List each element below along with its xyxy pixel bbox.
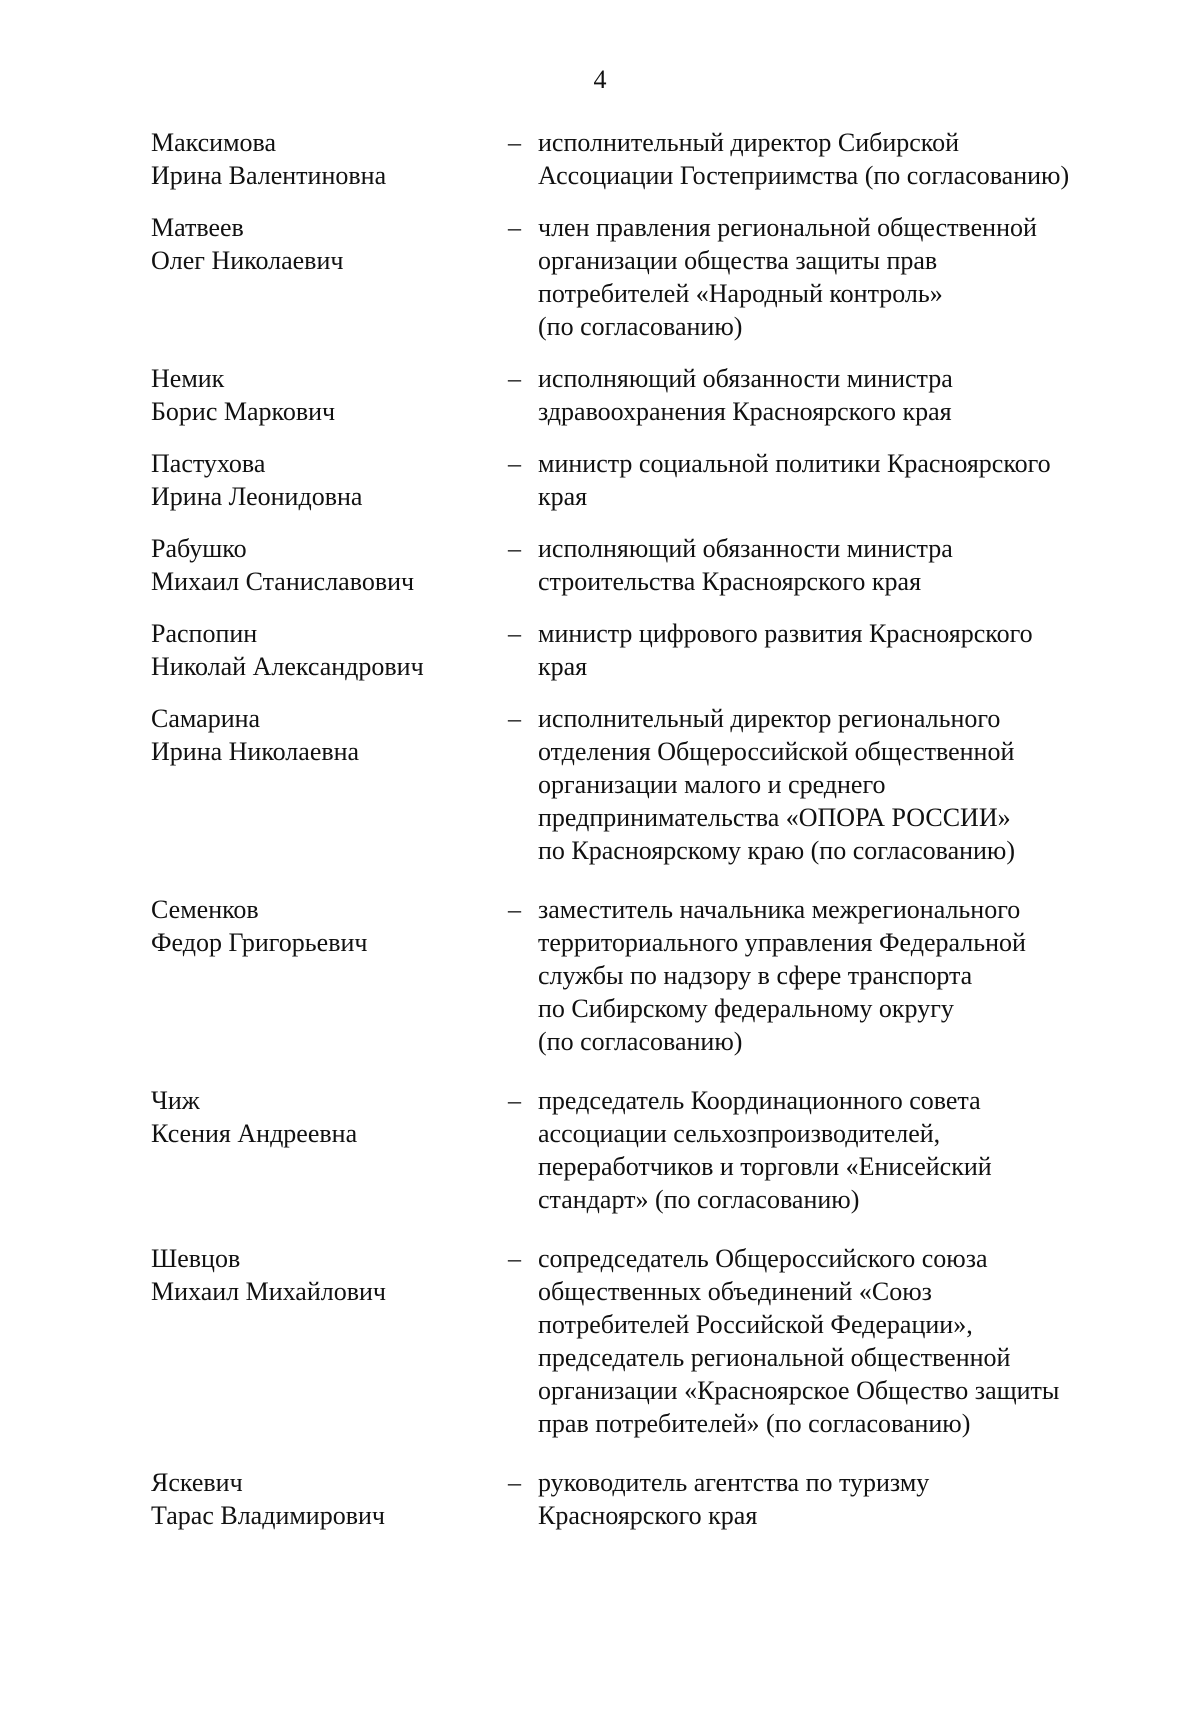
page-number: 4 <box>593 65 607 94</box>
member-list <box>151 126 1151 1532</box>
member-name <box>151 211 508 277</box>
list-item <box>151 532 1151 598</box>
member-given-names: Олег Николаевич <box>151 246 344 275</box>
member-position: министр социальной политики Красноярского края <box>538 449 1051 511</box>
dash-separator: – <box>508 1244 521 1273</box>
dash-separator: – <box>508 534 521 563</box>
member-given-names: Михаил Станиславович <box>151 567 415 596</box>
member-position: исполнительный директор регионального отделения Общероссийской общественной организации малого и среднего предпринимательства «ОПОРА РОССИИ» по Красноярскому краю (по согласованию) <box>538 704 1016 865</box>
list-item <box>151 447 1151 513</box>
member-surname: Максимова <box>151 128 277 157</box>
member-position: сопредседатель Общероссийского союза общественных объединений «Союз потребителей Российской Федерации», председатель региональной общественной организации «Красноярское Общество защиты прав потребителей» (по согласованию) <box>538 1244 1060 1438</box>
list-item <box>151 1084 1151 1216</box>
member-given-names: Ксения Андреевна <box>151 1119 358 1148</box>
member-position: министр цифрового развития Красноярского края <box>538 619 1033 681</box>
member-name <box>151 893 508 959</box>
member-given-names: Федор Григорьевич <box>151 928 368 957</box>
dash-separator: – <box>508 364 521 393</box>
list-item <box>151 893 1151 1058</box>
member-name <box>151 126 508 192</box>
dash-separator: – <box>508 213 521 242</box>
member-name <box>151 617 508 683</box>
dash-separator: – <box>508 449 521 478</box>
list-item <box>151 211 1151 343</box>
list-item <box>151 1242 1151 1440</box>
member-given-names: Николай Александрович <box>151 652 424 681</box>
member-given-names: Тарас Владимирович <box>151 1501 385 1530</box>
member-position: председатель Координационного совета ассоциации сельхозпроизводителей, переработчиков и торговли «Енисейский стандарт» (по согласованию) <box>538 1086 992 1214</box>
member-given-names: Михаил Михайлович <box>151 1277 387 1306</box>
list-item <box>151 702 1151 867</box>
member-position: заместитель начальника межрегионального территориального управления Федеральной службы по надзору в сфере транспорта по Сибирскому федеральному округу (по согласованию) <box>538 895 1026 1056</box>
dash-separator: – <box>508 128 521 157</box>
list-item <box>151 126 1151 192</box>
member-surname: Распопин <box>151 619 258 648</box>
member-surname: Матвеев <box>151 213 244 242</box>
dash-separator: – <box>508 619 521 648</box>
member-position: исполняющий обязанности министра здравоохранения Красноярского края <box>538 364 953 426</box>
member-surname: Чиж <box>151 1086 200 1115</box>
dash-separator: – <box>508 1468 521 1497</box>
member-surname: Пастухова <box>151 449 266 478</box>
dash-separator: – <box>508 895 521 924</box>
member-position: руководитель агентства по туризму Красноярского края <box>538 1468 930 1530</box>
member-position: исполняющий обязанности министра строительства Красноярского края <box>538 534 953 596</box>
member-given-names: Ирина Валентиновна <box>151 161 387 190</box>
list-item <box>151 617 1151 683</box>
list-item <box>151 1466 1151 1532</box>
member-name <box>151 1084 508 1150</box>
member-name <box>151 532 508 598</box>
member-name <box>151 362 508 428</box>
member-position: исполнительный директор Сибирской Ассоциации Гостеприимства (по согласованию) <box>538 128 1070 190</box>
member-name <box>151 1242 508 1308</box>
member-surname: Самарина <box>151 704 261 733</box>
dash-separator: – <box>508 704 521 733</box>
member-name <box>151 702 508 768</box>
member-given-names: Борис Маркович <box>151 397 336 426</box>
member-name <box>151 447 508 513</box>
member-given-names: Ирина Николаевна <box>151 737 360 766</box>
member-surname: Семенков <box>151 895 259 924</box>
member-surname: Немик <box>151 364 225 393</box>
member-surname: Шевцов <box>151 1244 241 1273</box>
member-surname: Рабушко <box>151 534 247 563</box>
list-item <box>151 362 1151 428</box>
member-name <box>151 1466 508 1532</box>
member-given-names: Ирина Леонидовна <box>151 482 363 511</box>
member-position: член правления региональной общественной организации общества защиты прав потребителей «Народный контроль» (по согласованию) <box>538 213 1037 341</box>
dash-separator: – <box>508 1086 521 1115</box>
member-surname: Яскевич <box>151 1468 243 1497</box>
